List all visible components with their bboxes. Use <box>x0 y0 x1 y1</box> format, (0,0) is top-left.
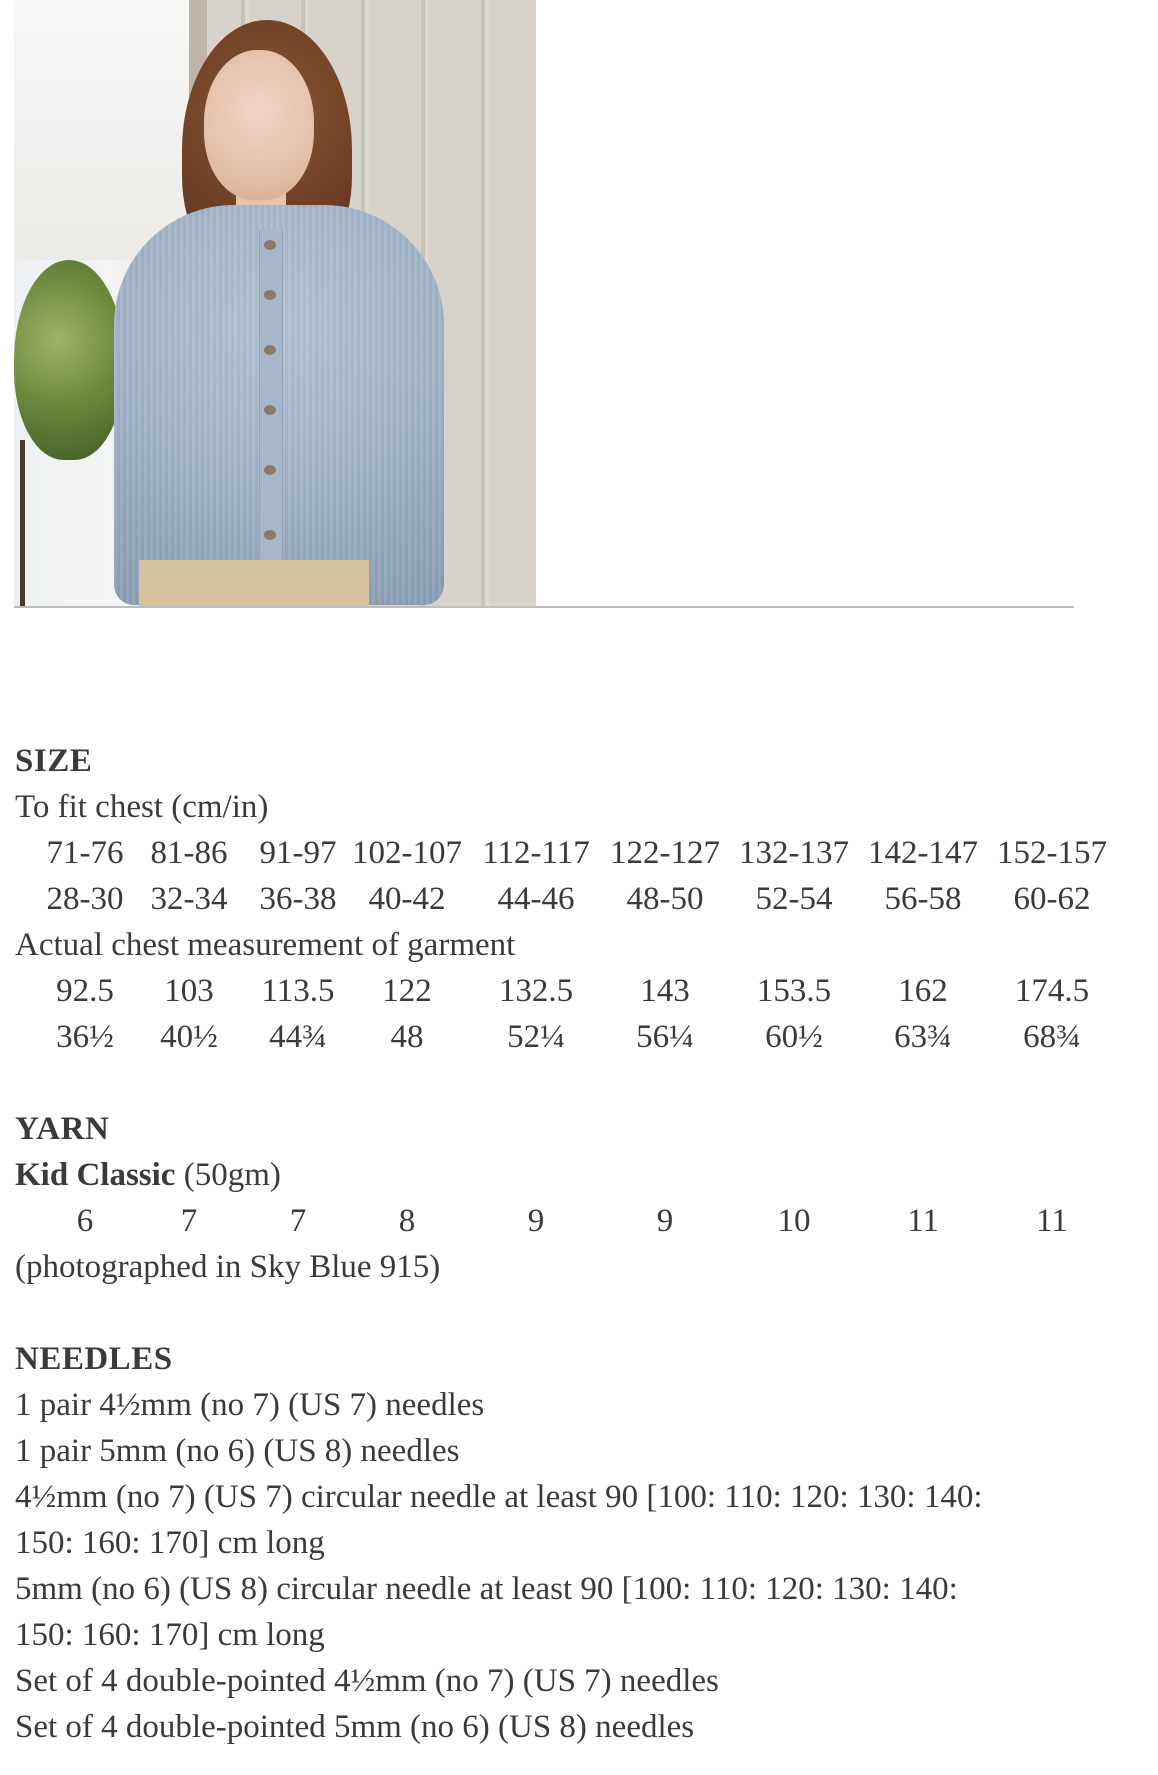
size-value: 71-76 <box>46 835 124 871</box>
needles-line: 150: 160: 170] cm long <box>15 1617 325 1653</box>
needles-line: 1 pair 5mm (no 6) (US 8) needles <box>15 1433 460 1469</box>
size-value: 103 <box>164 973 214 1009</box>
size-value: 113.5 <box>261 973 335 1009</box>
size-value: 102-107 <box>352 835 462 871</box>
size-value: 91-97 <box>259 835 337 871</box>
size-value: 48 <box>390 1019 424 1055</box>
size-value: 162 <box>898 973 948 1009</box>
plant <box>14 260 124 460</box>
size-value: 122 <box>382 973 432 1009</box>
ball-count: 11 <box>907 1203 939 1239</box>
size-value: 28-30 <box>46 881 124 917</box>
yarn-name: Kid Classic <box>15 1157 176 1193</box>
fit-chest-cm-row <box>15 830 1125 876</box>
needles-line: 150: 160: 170] cm long <box>15 1525 325 1561</box>
actual-chest-in-row <box>15 1014 1125 1060</box>
size-value: 40½ <box>160 1019 218 1055</box>
size-heading: SIZE <box>15 743 93 779</box>
size-value: 36-38 <box>259 881 337 917</box>
size-value: 32-34 <box>150 881 228 917</box>
cardigan-button <box>264 405 276 415</box>
ball-count: 9 <box>656 1203 674 1239</box>
yarn-weight: (50gm) <box>183 1157 281 1193</box>
size-value: 153.5 <box>756 973 832 1009</box>
size-value: 52-54 <box>755 881 833 917</box>
model-face <box>204 50 314 200</box>
yarn-heading: YARN <box>15 1111 110 1147</box>
ball-count: 10 <box>777 1203 811 1239</box>
needles-line: Set of 4 double-pointed 4½mm (no 7) (US 7) needles <box>15 1663 719 1699</box>
ball-count: 7 <box>180 1203 198 1239</box>
fit-chest-in-row <box>15 876 1125 922</box>
yarn-line <box>15 1152 281 1198</box>
actual-chest-cm-row <box>15 968 1125 1014</box>
size-value: 36½ <box>56 1019 114 1055</box>
size-value: 143 <box>640 973 690 1009</box>
size-value: 44-46 <box>497 881 575 917</box>
size-value: 63¾ <box>894 1019 952 1055</box>
size-value: 60½ <box>765 1019 823 1055</box>
cardigan-button <box>264 290 276 300</box>
size-value: 92.5 <box>56 973 114 1009</box>
ball-count: 11 <box>1036 1203 1068 1239</box>
ball-count: 6 <box>76 1203 94 1239</box>
size-value: 56-58 <box>884 881 962 917</box>
size-value: 56¼ <box>636 1019 694 1055</box>
cardigan-button-band <box>259 230 283 560</box>
size-value: 52¼ <box>507 1019 565 1055</box>
model-photo <box>14 0 536 608</box>
size-value: 60-62 <box>1013 881 1091 917</box>
needles-heading: NEEDLES <box>15 1341 173 1377</box>
trousers <box>139 560 369 608</box>
cardigan-button <box>264 240 276 250</box>
actual-chest-label: Actual chest measurement of garment <box>15 927 516 963</box>
yarn-photo-note: (photographed in Sky Blue 915) <box>15 1249 441 1285</box>
ball-count: 7 <box>289 1203 307 1239</box>
ball-count: 9 <box>527 1203 545 1239</box>
size-value: 122-127 <box>610 835 720 871</box>
divider-line <box>14 606 1074 608</box>
needles-line: 5mm (no 6) (US 8) circular needle at least 90 [100: 110: 120: 130: 140: <box>15 1571 958 1607</box>
size-value: 81-86 <box>150 835 228 871</box>
cardigan-button <box>264 465 276 475</box>
window-background <box>14 0 189 260</box>
size-value: 48-50 <box>626 881 704 917</box>
size-value: 152-157 <box>997 835 1107 871</box>
size-value: 44¾ <box>269 1019 327 1055</box>
fit-chest-label: To fit chest (cm/in) <box>15 789 269 825</box>
needles-line: 1 pair 4½mm (no 7) (US 7) needles <box>15 1387 485 1423</box>
cardigan-button <box>264 345 276 355</box>
size-value: 142-147 <box>868 835 978 871</box>
size-value: 132-137 <box>739 835 849 871</box>
size-value: 132.5 <box>498 973 574 1009</box>
size-value: 174.5 <box>1014 973 1090 1009</box>
size-value: 112-117 <box>482 835 590 871</box>
yarn-balls-row <box>15 1198 1125 1244</box>
size-value: 40-42 <box>368 881 446 917</box>
cardigan-button <box>264 530 276 540</box>
ball-count: 8 <box>398 1203 416 1239</box>
size-value: 68¾ <box>1023 1019 1081 1055</box>
plant-stem <box>20 440 25 608</box>
needles-line: 4½mm (no 7) (US 7) circular needle at least 90 [100: 110: 120: 130: 140: <box>15 1479 983 1515</box>
needles-line: Set of 4 double-pointed 5mm (no 6) (US 8) needles <box>15 1709 695 1745</box>
